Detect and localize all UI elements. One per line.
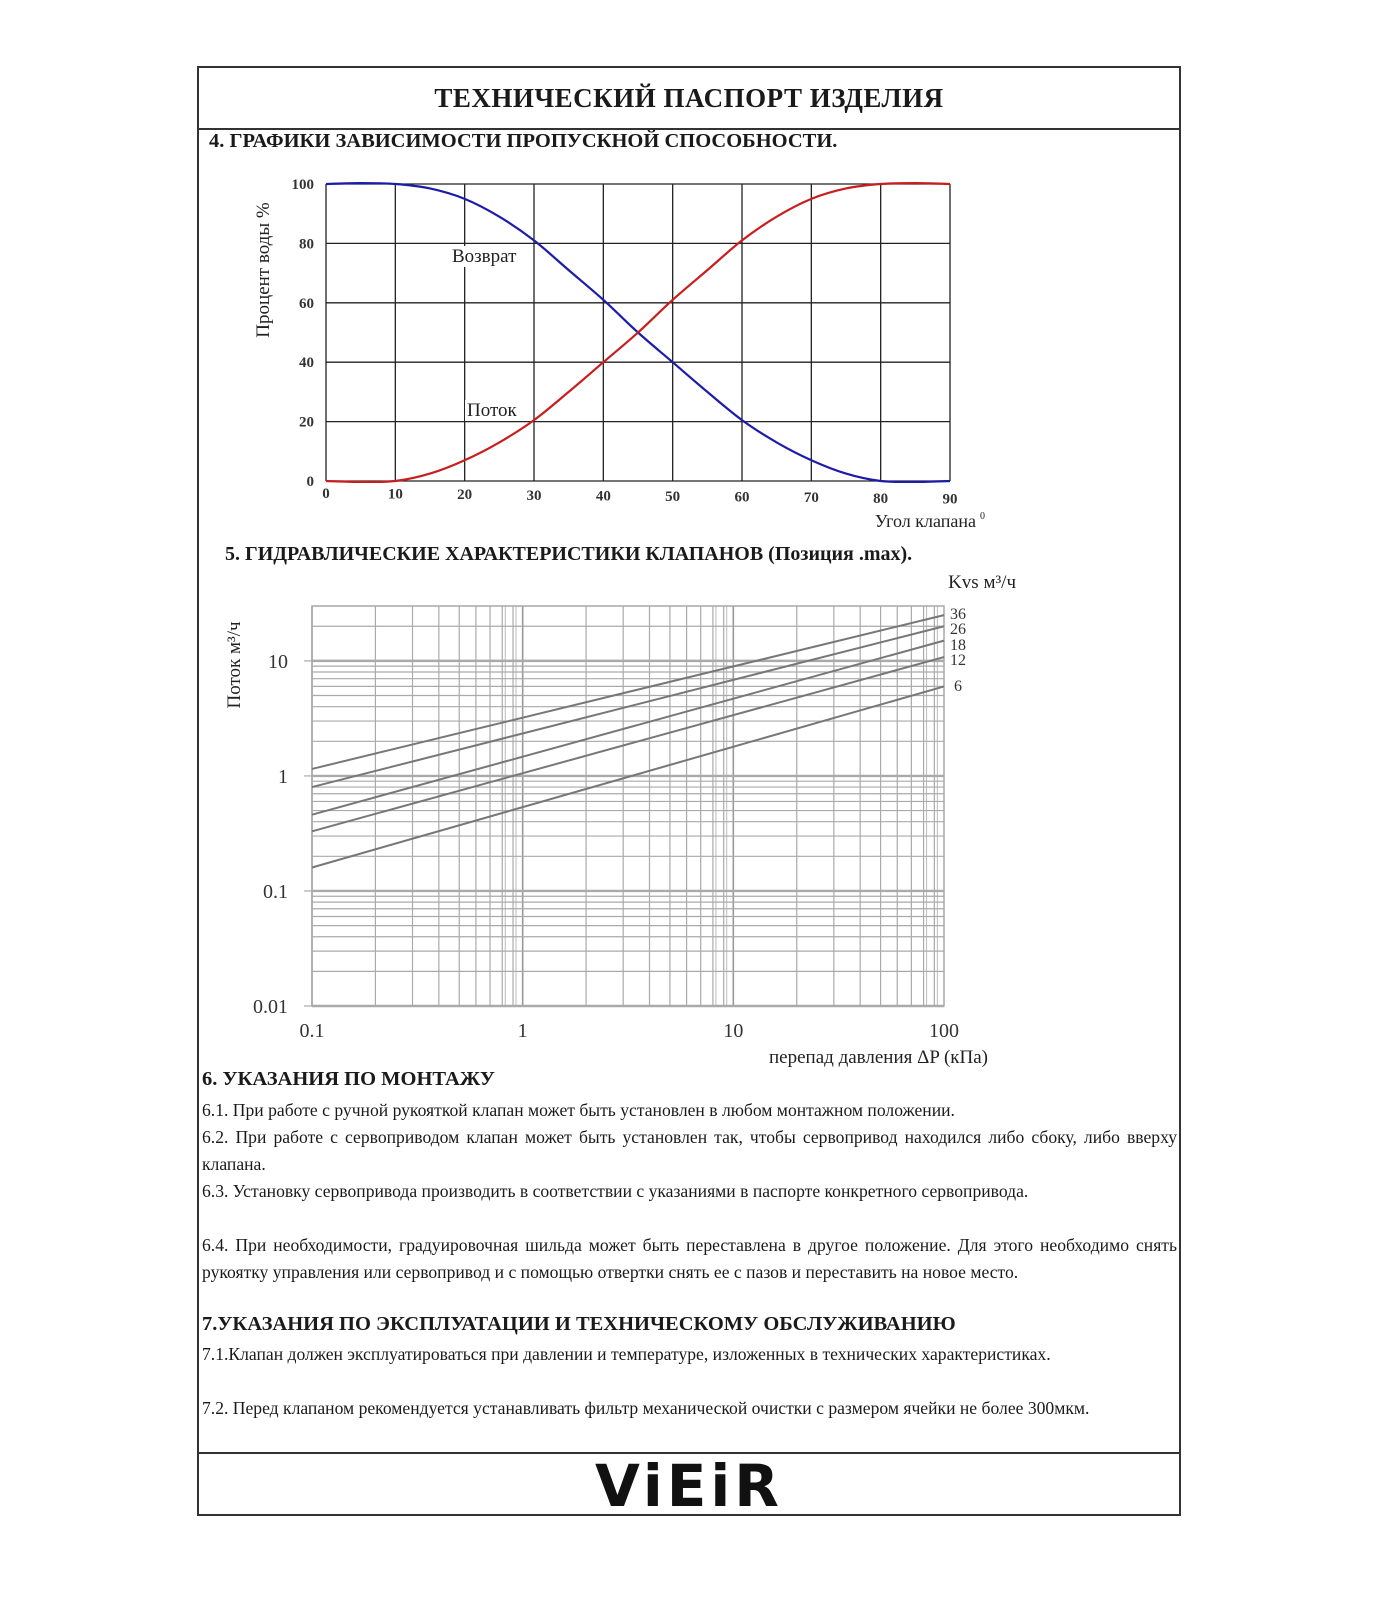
chart2-y-tick-label: 1 <box>278 765 288 788</box>
section-6-item-1: 6.1. При работе с ручной рукояткой клапан может быть установлен в любом монтажном положении. <box>202 1100 955 1120</box>
chart1-x-tick-label: 80 <box>873 490 889 507</box>
chart1-y-tick-label: 80 <box>299 236 314 253</box>
section-7-title: 7.УКАЗАНИЯ ПО ЭКСПЛУАТАЦИИ И ТЕХНИЧЕСКОМУ ОБСЛУЖИВАНИЮ <box>202 1313 956 1335</box>
chart2-ticks <box>253 651 959 1042</box>
chart2-y-tick-label: 10 <box>268 650 288 673</box>
section-6-item-2: 6.2. При работе с сервоприводом клапан может быть установлен так, чтобы сервопривод находился либо сбоку, либо вверху клапана. <box>202 1127 1177 1174</box>
chart2-series-kvs-12 <box>312 657 944 831</box>
footer-logo-box <box>199 1452 1179 1516</box>
chart1-x-tick-label: 70 <box>803 490 819 507</box>
chart1-x-tick-label: 40 <box>595 488 611 505</box>
chart2-x-tick-label: 10 <box>723 1020 744 1042</box>
chart2-series-kvs-36 <box>312 615 944 769</box>
chart1-x-tick-label: 50 <box>665 489 681 505</box>
document-title: ТЕХНИЧЕСКИЙ ПАСПОРТ ИЗДЕЛИЯ <box>434 82 944 113</box>
logo-text: ViEiR <box>595 1454 783 1516</box>
section-6-item-3: 6.3. Установку сервопривода производить в соответствии с указаниями в паспорте конкретного сервопривода. <box>202 1181 1029 1201</box>
chart2-kvs-labels <box>950 606 966 695</box>
chart1-y-tick-label: 60 <box>299 295 314 312</box>
chart2-legend-title: Kvs м³/ч <box>948 572 1016 593</box>
chart1-y-tick-label: 40 <box>299 355 314 372</box>
chart2-y-tick-label: 0.1 <box>263 880 288 903</box>
kvs-label-36: 36 <box>950 606 966 623</box>
chart1-y-tick-label: 0 <box>306 474 314 490</box>
section-7-item-1: 7.1.Клапан должен эксплуатироваться при давлении и температуре, изложенных в технических характеристиках. <box>202 1344 1051 1364</box>
section-6-title: 6. УКАЗАНИЯ ПО МОНТАЖУ <box>202 1068 495 1090</box>
section-4-title: 4. ГРАФИКИ ЗАВИСИМОСТИ ПРОПУСКНОЙ СПОСОБНОСТИ. <box>209 130 838 152</box>
chart1-x-axis-degree-mark: 0 <box>980 511 985 522</box>
chart1-x-tick-label: 60 <box>734 489 750 506</box>
chart1-y-tick-label: 100 <box>291 177 314 193</box>
section-7-item-2: 7.2. Перед клапаном рекомендуется устанавливать фильтр механической очистки с размером ячейки не более 300мкм. <box>202 1398 1090 1418</box>
chart1-x-tick-label: 0 <box>322 486 330 502</box>
chart2-x-tick-label: 1 <box>517 1020 528 1042</box>
chart2-x-tick-label: 100 <box>929 1020 959 1042</box>
chart1-x-tick-label: 30 <box>526 487 542 504</box>
chart2-y-axis-label: Поток м³/ч <box>224 621 245 709</box>
chart2-x-axis-label: перепад давления ΔP (кПа) <box>769 1047 988 1068</box>
chart2-y-tick-label: 0.01 <box>253 996 288 1018</box>
section-6-item-4: 6.4. При необходимости, градуировочная шильда может быть переставлена в другое положение. Для этого необходимо снять рукоятку управления или сервопривод и с помощью отвертки снять ее с пазов и переставить на новое место. <box>202 1235 1177 1282</box>
kvs-label-18: 18 <box>950 637 966 654</box>
chart2-x-tick-label: 0.1 <box>299 1020 325 1042</box>
chart1-y-tick-label: 20 <box>299 414 314 431</box>
kvs-label-26: 26 <box>950 621 966 638</box>
kvs-label-6: 6 <box>954 678 962 695</box>
kvs-label-12: 12 <box>950 652 966 669</box>
vieir-logo <box>199 1454 1179 1516</box>
annotation-potok: Поток <box>467 400 517 421</box>
chart1-x-axis-label: Угол клапана <box>874 511 976 531</box>
section-5-title: 5. ГИДРАВЛИЧЕСКИЕ ХАРАКТЕРИСТИКИ КЛАПАНОВ (Позиция .max). <box>225 543 913 565</box>
chart1-y-axis-label: Процент воды % <box>253 202 274 338</box>
chart1-x-tick-label: 20 <box>457 487 473 504</box>
chart1-x-tick-label: 10 <box>387 486 403 503</box>
chart1-x-tick-label: 90 <box>942 491 958 508</box>
annotation-vozvrat: Возврат <box>452 246 517 267</box>
